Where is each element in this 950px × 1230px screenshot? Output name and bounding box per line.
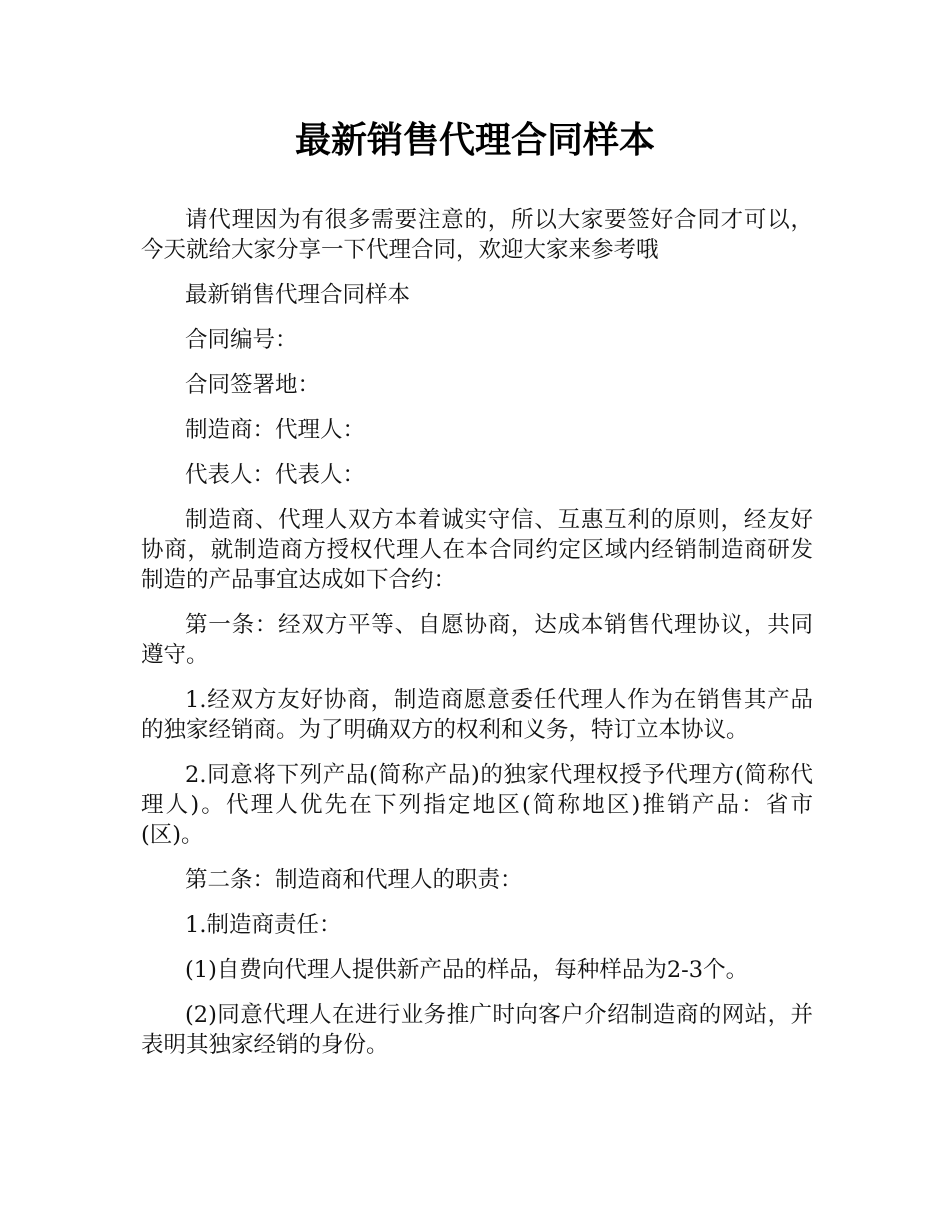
parties-line: 制造商：代理人： xyxy=(185,417,366,443)
article-one-clause-1: 1.经双方友好协商，制造商愿意委任代理人作为在销售其产品的独家经销商。为了明确双方的权利和义务，特订立本协议。 xyxy=(141,687,813,743)
article-one-clause-2: 2.同意将下列产品(简称产品)的独家代理权授予代理方(简称代理人)。代理人优先在下列指定地区(简称地区)推销产品：省市(区)。 xyxy=(141,762,813,848)
manufacturer-duties-heading: 1.制造商责任： xyxy=(185,912,342,938)
subtitle-paragraph: 最新销售代理合同样本 xyxy=(185,282,411,308)
duty-item-2: (2)同意代理人在进行业务推广时向客户介绍制造商的网站，并表明其独家经销的身份。 xyxy=(141,1002,813,1058)
preamble-paragraph: 制造商、代理人双方本着诚实守信、互惠互利的原则，经友好协商，就制造商方授权代理人在本合同约定区域内经销制造商研发制造的产品事宜达成如下合约： xyxy=(141,507,813,593)
representatives-line: 代表人：代表人： xyxy=(185,462,366,488)
document-title: 最新销售代理合同样本 xyxy=(294,120,655,161)
contract-number-line: 合同编号： xyxy=(185,327,298,353)
document-body xyxy=(141,205,813,1075)
article-two-heading: 第二条：制造商和代理人的职责： xyxy=(185,867,523,893)
signing-place-line: 合同签署地： xyxy=(185,372,321,398)
article-one-heading: 第一条：经双方平等、自愿协商，达成本销售代理协议，共同遵守。 xyxy=(141,612,813,668)
duty-item-1: (1)自费向代理人提供新产品的样品，每种样品为2-3个。 xyxy=(185,957,749,983)
intro-paragraph: 请代理因为有很多需要注意的，所以大家要签好合同才可以，今天就给大家分享一下代理合同，欢迎大家来参考哦 xyxy=(141,207,813,263)
